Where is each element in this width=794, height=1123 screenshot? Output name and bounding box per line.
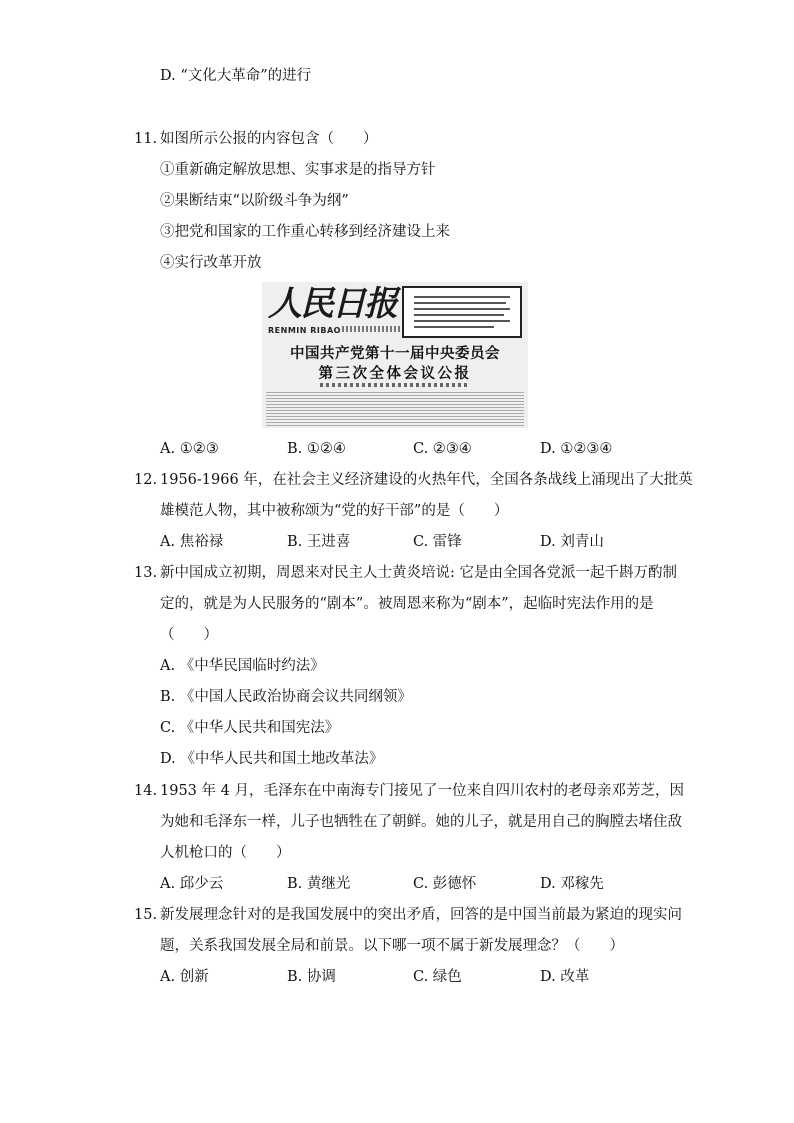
option-b[interactable]: B. 协调	[287, 969, 336, 985]
option-d[interactable]: D. 刘青山	[540, 534, 604, 550]
option-d[interactable]: D. 邓稼先	[540, 876, 604, 892]
newspaper-headline-2: 第三次全体会议公报	[318, 365, 472, 382]
question-stem-line: 人机枪口的（ ）	[160, 845, 291, 861]
newspaper-image	[262, 282, 528, 428]
option-c[interactable]: C. ②③④	[413, 441, 472, 457]
newspaper-body-text	[266, 392, 524, 426]
option-c[interactable]: C. 《中华人民共和国宪法》	[160, 720, 340, 736]
option-a[interactable]: A. 创新	[160, 969, 209, 985]
question-stem-line: 1956-1966 年，在社会主义经济建设的火热年代，全国各条战线上涌现出了大批英	[160, 472, 693, 488]
question-number: 11.	[134, 131, 158, 147]
option-b[interactable]: B. 黄继光	[287, 876, 351, 892]
newspaper-masthead: 人民日报	[268, 284, 396, 324]
statement-item: ②果断结束“以阶级斗争为纲”	[160, 193, 349, 209]
option-d[interactable]: D. 改革	[540, 969, 590, 985]
option-a[interactable]: A. ①②③	[160, 441, 219, 457]
question-stem-line: 新中国成立初期，周恩来对民主人士黄炎培说: 它是由全国各党派一起千斟万酌制	[160, 565, 677, 581]
option-c[interactable]: C. 绿色	[413, 969, 462, 985]
option-b[interactable]: B. 王进喜	[287, 534, 351, 550]
statement-item: ①重新确定解放思想、实事求是的指导方针	[160, 162, 436, 178]
option-d[interactable]: D. ①②③④	[540, 441, 613, 457]
option-a[interactable]: A. 邱少云	[160, 876, 224, 892]
option-d[interactable]: D. 《中华人民共和国土地改革法》	[160, 751, 384, 767]
statement-item: ④实行改革开放	[160, 255, 262, 271]
question-number: 13.	[134, 565, 158, 581]
question-number: 15.	[134, 907, 158, 923]
question-stem-line: 为她和毛泽东一样，儿子也牺牲在了朝鲜。她的儿子，就是用自己的胸膛去堵住敌	[160, 814, 682, 830]
headline-date-decoration	[320, 383, 470, 387]
option-c[interactable]: C. 彭德怀	[413, 876, 477, 892]
question-stem-line: 定的，就是为人民服务的“剧本”。被周恩来称为“剧本”，起临时宪法作用的是	[160, 596, 654, 612]
prev-question-option-d: D. “文化大革命”的进行	[160, 68, 312, 84]
option-c[interactable]: C. 雷锋	[413, 534, 462, 550]
question-number: 14.	[134, 783, 158, 799]
dateline-decoration	[342, 326, 404, 332]
option-b[interactable]: B. ①②④	[287, 441, 346, 457]
option-a[interactable]: A. 《中华民国临时约法》	[160, 658, 325, 674]
question-stem-line: 题，关系我国发展全局和前景。以下哪一项不属于新发展理念？（ ）	[160, 938, 624, 954]
question-stem: 如图所示公报的内容包含（ ）	[160, 131, 378, 147]
question-stem-line: （ ）	[160, 627, 218, 643]
statement-item: ③把党和国家的工作重心转移到经济建设上来	[160, 224, 450, 240]
newspaper-headline-1: 中国共产党第十一届中央委员会	[290, 345, 500, 362]
question-stem-line: 新发展理念针对的是我国发展中的突出矛盾，回答的是中国当前最为紧迫的现实问	[160, 907, 682, 923]
option-b[interactable]: B. 《中国人民政治协商会议共同纲领》	[160, 689, 412, 705]
newspaper-pinyin: RENMIN RIBAO	[268, 326, 341, 335]
quotation-box	[402, 286, 522, 338]
question-number: 12.	[134, 472, 158, 488]
question-stem-line: 雄模范人物，其中被称颂为“党的好干部”的是（ ）	[160, 503, 509, 519]
option-a[interactable]: A. 焦裕禄	[160, 534, 224, 550]
question-stem-line: 1953 年 4 月，毛泽东在中南海专门接见了一位来自四川农村的老母亲邓芳芝，因	[160, 783, 684, 799]
